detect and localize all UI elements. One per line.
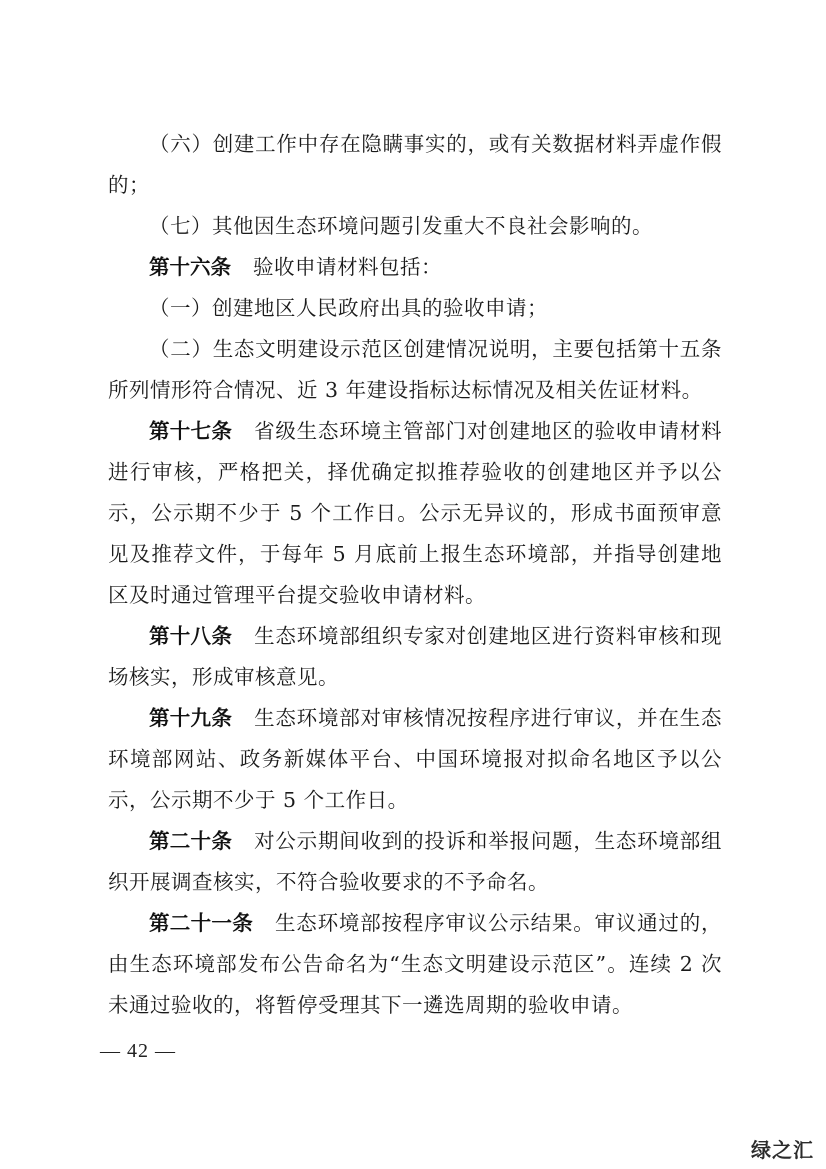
article-17 xyxy=(108,411,722,616)
clause-text: （七）其他因生态环境问题引发重大不良社会影响的。 xyxy=(149,214,653,238)
article-text: 生态环境部对审核情况按程序进行审议，并在生态环境部网站、政务新媒体平台、中国环境报对拟命名地区予以公示，公示期不少于 5 个工作日。 xyxy=(108,706,723,812)
document-body xyxy=(108,124,722,1026)
article-number: 第十七条 xyxy=(149,419,233,443)
page-number: — 42 — xyxy=(100,1040,176,1062)
article-text: 生态环境部按程序审议公示结果。审议通过的，由生态环境部发布公告命名为“生态文明建设示范区”。连续 2 次未通过验收的，将暂停受理其下一遴选周期的验收申请。 xyxy=(108,911,722,1017)
article-21 xyxy=(108,903,722,1026)
article-number: 第二十一条 xyxy=(149,911,253,935)
article-text: 生态环境部组织专家对创建地区进行资料审核和现场核实，形成审核意见。 xyxy=(108,624,723,689)
clause-seven xyxy=(108,206,722,247)
article-16-item-1 xyxy=(108,288,722,329)
clause-six xyxy=(108,124,722,206)
article-16 xyxy=(108,247,722,288)
article-number: 第十六条 xyxy=(149,255,231,279)
article-text: 对公示期间收到的投诉和举报问题，生态环境部组织开展调查核实，不符合验收要求的不予命名。 xyxy=(108,829,723,894)
article-20 xyxy=(108,821,722,903)
item-text: （一）创建地区人民政府出具的验收申请； xyxy=(149,296,548,320)
article-number: 第二十条 xyxy=(149,829,233,853)
article-text: 验收申请材料包括： xyxy=(253,255,442,279)
article-number: 第十九条 xyxy=(149,706,233,730)
clause-text: （六）创建工作中存在隐瞒事实的，或有关数据材料弄虚作假的； xyxy=(108,132,722,197)
article-16-item-2 xyxy=(108,329,722,411)
item-text: （二）生态文明建设示范区创建情况说明，主要包括第十五条所列情形符合情况、近 3 年建设指标达标情况及相关佐证材料。 xyxy=(108,337,722,402)
article-19 xyxy=(108,698,722,821)
article-text: 省级生态环境主管部门对创建地区的验收申请材料进行审核，严格把关，择优确定拟推荐验收的创建地区并予以公示，公示期不少于 5 个工作日。公示无异议的，形成书面预审意见及推荐文件，于每年 5 月底前上报生态环境部，并指导创建地区及时通过管理平台提交验收申请材料。 xyxy=(108,419,723,607)
watermark-logo: 绿之汇 xyxy=(751,1138,814,1162)
article-number: 第十八条 xyxy=(149,624,233,648)
article-18 xyxy=(108,616,722,698)
